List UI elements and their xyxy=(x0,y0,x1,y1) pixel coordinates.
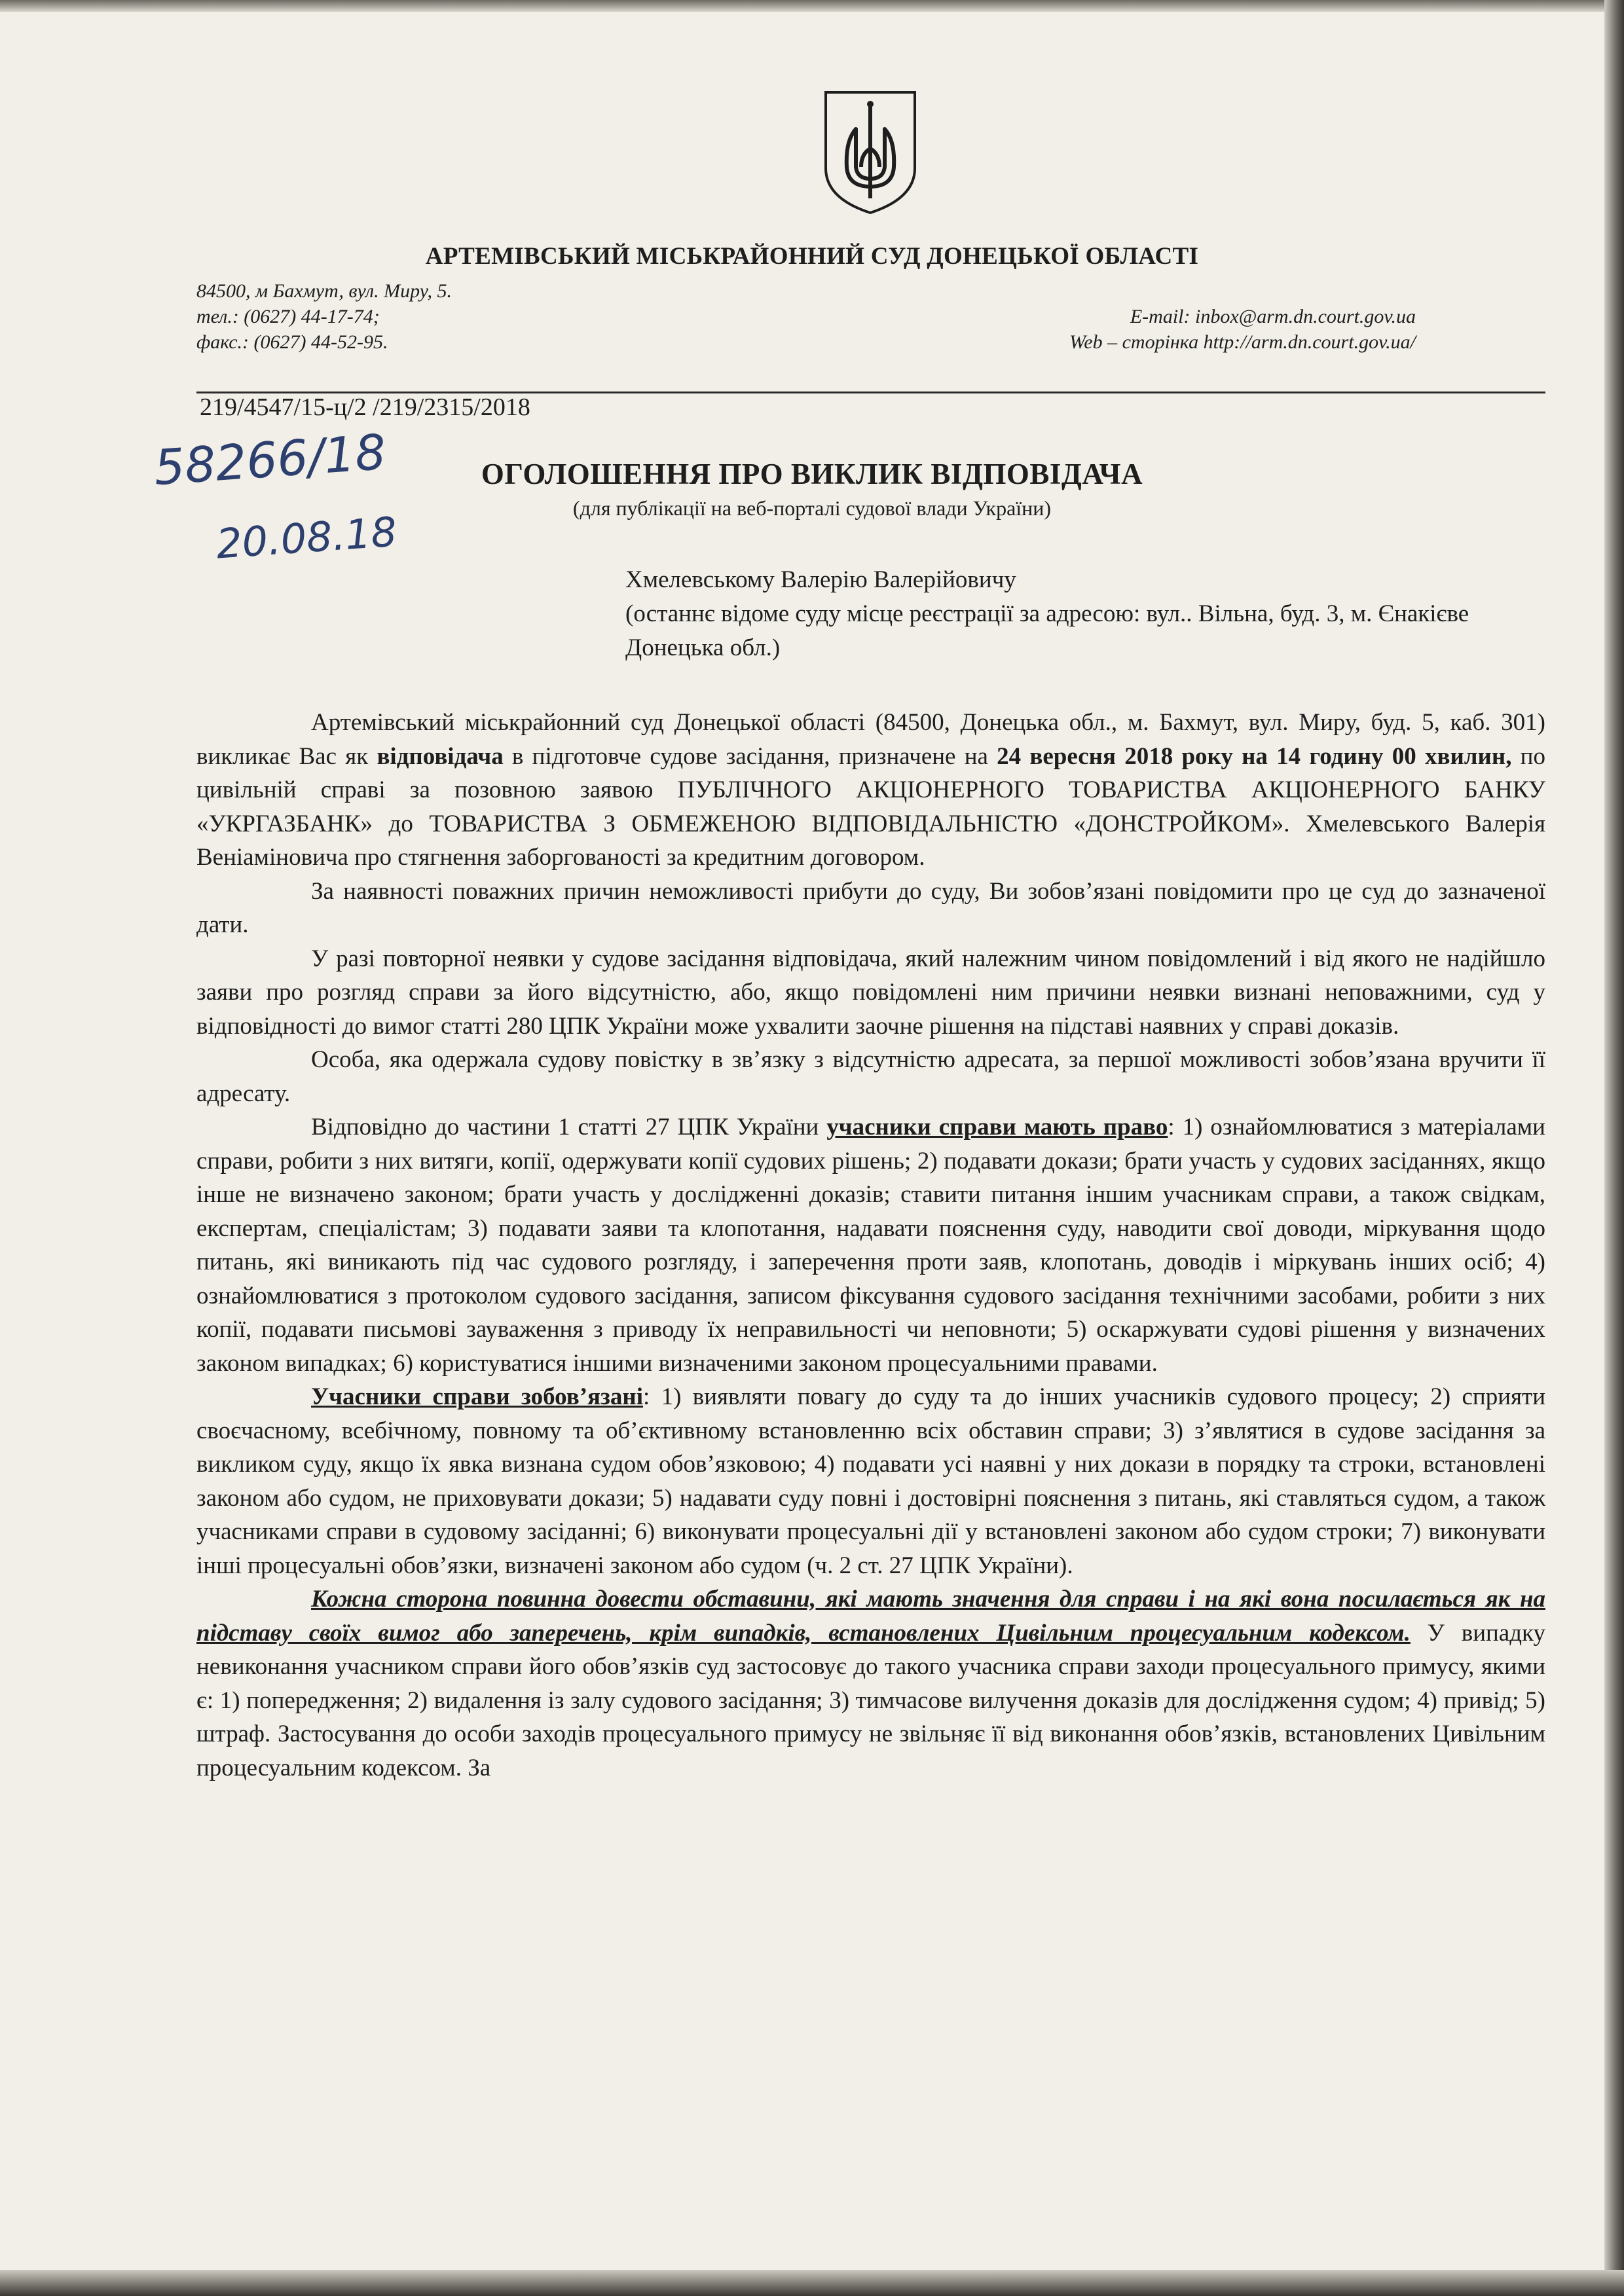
paragraph-burden-of-proof: Кожна сторона повинна довести обставини, які мають значення для справи і на які вона посилається як на підставу своїх вимог або заперечень, крім випадків, встановлених Цивільним процесуальним кодексом. У випадку невиконання учасником справи його обов’язків суд застосовує до такого учасника справи заходи процесуального примусу, якими є: 1) попередження; 2) видалення із залу судового засідання; 3) тимчасове вилучення доказів для дослідження судом; 4) привід; 5) штраф. Застосування до особи заходів процесуального примусу не звільняє її від виконання обов’язків, встановлених Цивільним процесуальним кодексом. За xyxy=(196,1586,1545,1781)
addressee-block xyxy=(625,563,1542,665)
handwritten-registration-number: 58266/18 xyxy=(152,424,388,497)
court-address: 84500, м Бахмут, вул. Миру, 5. xyxy=(196,280,452,302)
paragraph-absence: У разі повторної неявки у судове засідання відповідача, який належним чином повідомлений і від якого не надійшло заяви про розгляд справи за його відсутністю, або, якщо повідомлені ним причини неявки визнані неповажними, суд у відповідності до вимог статті 280 ЦПК України може ухвалити заочне рішення на підставі наявних у справі доказів. xyxy=(196,945,1545,1040)
addressee-address: (останнє відоме суду місце реєстрації за адресою: вул.. Вільна, буд. 3, м. Єнакієве Донецька обл.) xyxy=(625,600,1469,661)
scan-edge-bottom xyxy=(0,2270,1624,2296)
case-number: 219/4547/15-ц/2 /219/2315/2018 xyxy=(200,393,530,421)
scan-edge-right xyxy=(1604,0,1624,2296)
document-body xyxy=(196,706,1545,1785)
scan-edge-top xyxy=(0,0,1624,12)
document-subtitle: (для публікації на веб-порталі судової влади України) xyxy=(572,496,1052,520)
paragraph-summons: Артемівський міськрайонний суд Донецької області (84500, Донецька обл., м. Бахмут, вул. Миру, буд. 5, каб. 301) викликає Вас як відповідача в підготовче судове засідання, призначене на 24 вересня 2018 року на 14 годину 00 хвилин, по цивільній справі за позовною заявою ПУБЛІЧНОГО АКЦІОНЕРНОГО ТОВАРИСТВА АКЦІОНЕРНОГО БАНКУ «УКРГАЗБАНК» до ТОВАРИСТВА З ОБМЕЖЕНОЮ ВІДПОВІДАЛЬНІСТЮ «ДОНСТРОЙКОМ». Хмелевського Валерія Веніаміновича про стягнення заборгованості за кредитним договором. xyxy=(196,709,1545,871)
court-name: АРТЕМІВСЬКИЙ МІСЬКРАЙОННИЙ СУД ДОНЕЦЬКОЇ ОБЛАСТІ xyxy=(425,243,1199,270)
court-fax: факс.: (0627) 44-52-95. xyxy=(196,331,388,353)
handwritten-date: 20.08.18 xyxy=(214,507,399,568)
court-phone: тел.: (0627) 44-17-74; xyxy=(196,306,380,327)
court-website: Web – сторінка http://arm.dn.court.gov.ua/ xyxy=(1069,331,1416,353)
addressee-name: Хмелевському Валерію Валерійовичу xyxy=(625,566,1016,593)
paragraph-notify: За наявності поважних причин неможливості прибути до суду, Ви зобов’язані повідомити про це суд до зазначеної дати. xyxy=(196,877,1545,938)
paragraph-delivery: Особа, яка одержала судову повістку в зв’язку з відсутністю адресата, за першої можливості зобов’язана вручити її адресату. xyxy=(196,1046,1545,1107)
paragraph-rights: Відповідно до частини 1 статті 27 ЦПК України учасники справи мають право: 1) ознайомлюватися з матеріалами справи, робити з них витяги, копії, одержувати копії судових рішень; 2) подавати докази; брати участь у судових засіданнях, якщо інше не визначено законом; брати участь у дослідженні доказів; ставити питання іншим учасникам справи, а також свідкам, експертам, спеціалістам; 3) подавати заяви та клопотання, надавати пояснення суду, наводити свої доводи, міркування щодо питань, які виникають під час судового розгляду, і заперечення проти заяв, клопотань, доводів і міркувань інших осіб; 4) ознайомлюватися з протоколом судового засідання, записом фіксування судового засідання технічними засобами, робити з них копії, подавати письмові зауваження з приводу їх неправильності чи неповноти; 5) оскаржувати судові рішення у визначених законом випадках; 6) користуватися іншими визначеними законом процесуальними правами. xyxy=(196,1114,1545,1377)
court-email: E-mail: inbox@arm.dn.court.gov.ua xyxy=(1130,306,1416,327)
coat-of-arms-icon xyxy=(822,88,919,216)
paragraph-obligations: Учасники справи зобов’язані: 1) виявляти повагу до суду та до інших учасників судового процесу; 2) сприяти своєчасному, всебічному, повному та об’єктивному встановленню всіх обставин справи; 3) з’являтися в судове засідання за викликом суду, якщо їх явка визнана судом обов’язковою; 4) подавати усі наявні у них докази в порядку та строки, встановлені законом або судом, не приховувати докази; 5) надавати суду повні і достовірні пояснення з питань, які ставляться судом, а також учасниками справи в судовому засіданні; 6) виконувати процесуальні дії у встановлені законом або судом строки; 7) виконувати інші процесуальні обов’язки, визначені законом або судом (ч. 2 ст. 27 ЦПК України). xyxy=(196,1383,1545,1579)
document-title: ОГОЛОШЕННЯ ПРО ВИКЛИК ВІДПОВІДАЧА xyxy=(481,458,1143,490)
